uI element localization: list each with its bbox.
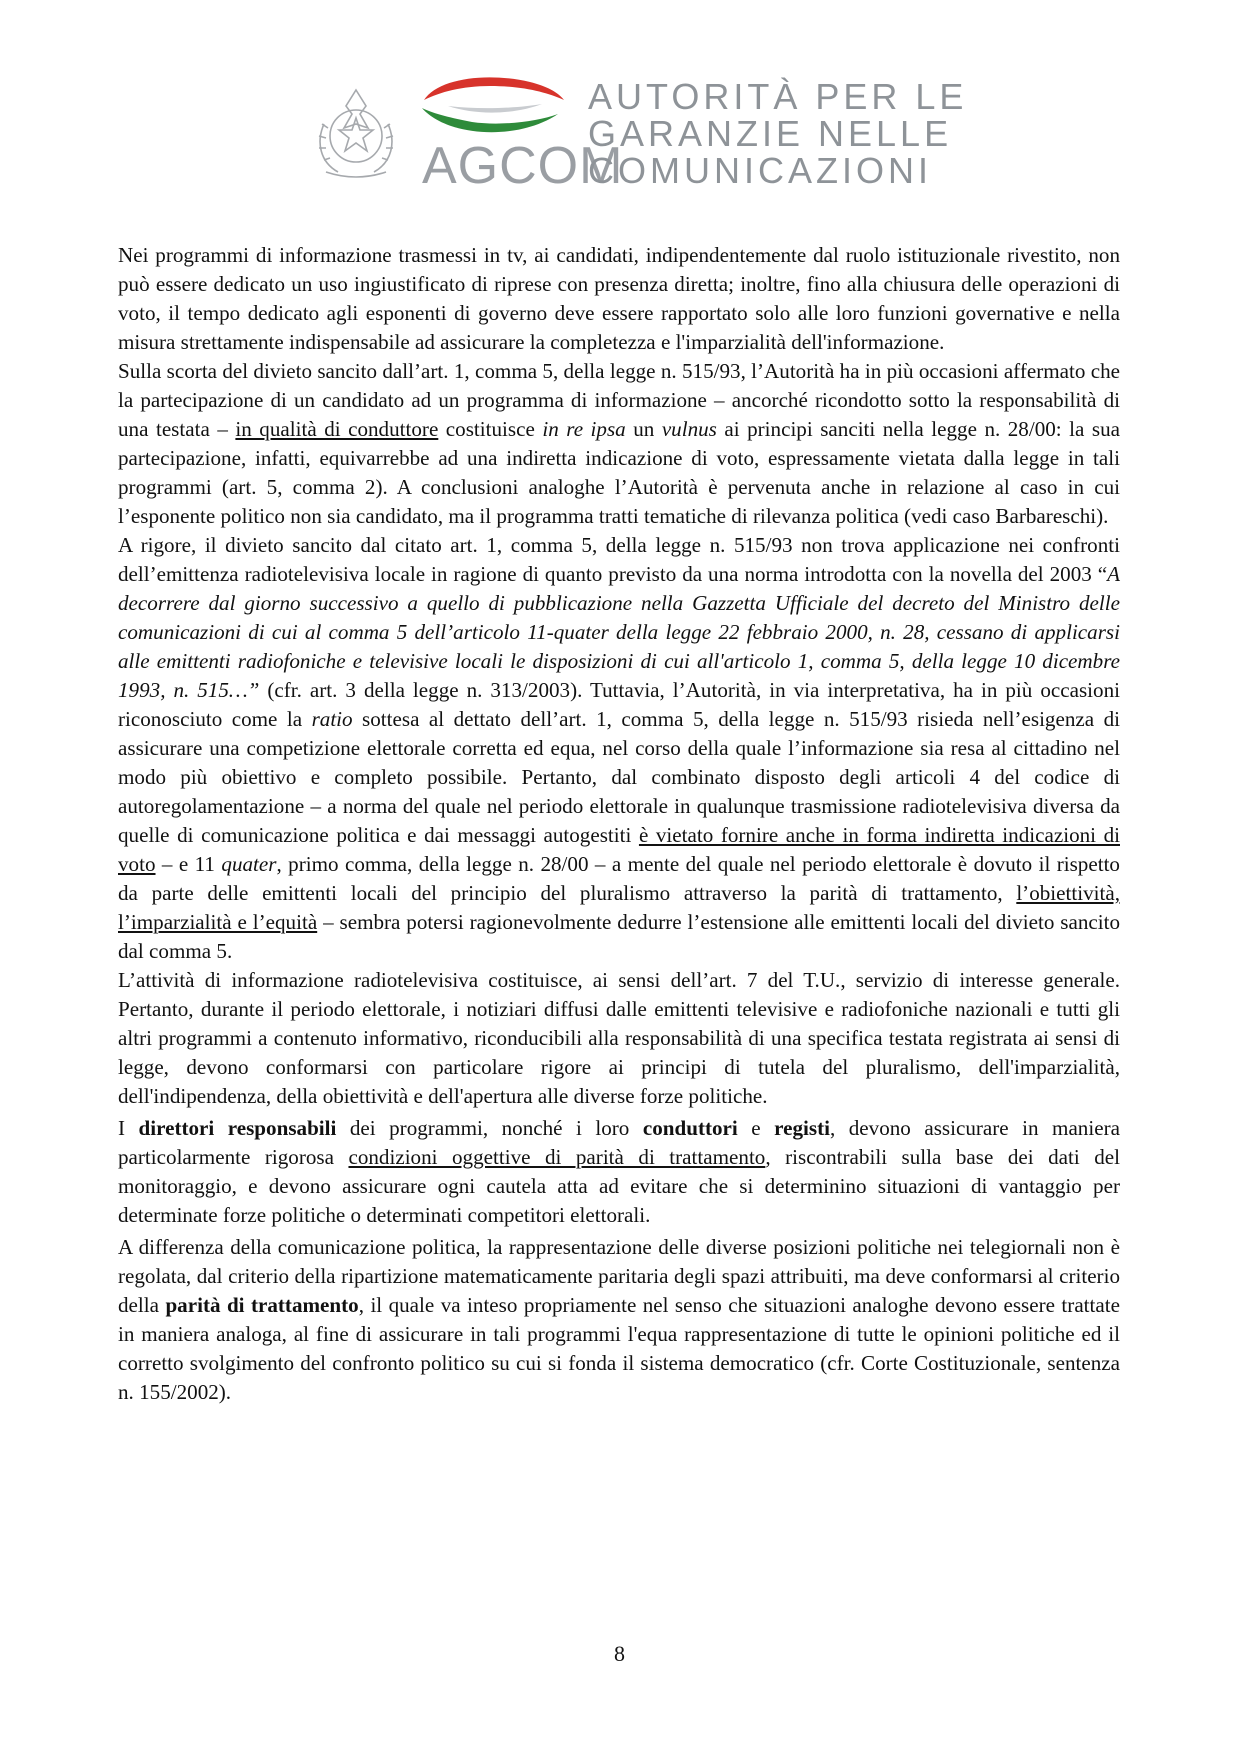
paragraph-text: dei programmi, nonché i loro [336,1116,643,1140]
italic-text: ratio [311,707,353,731]
paragraph-1 [118,241,1120,357]
paragraph-text: (cfr. art. 3 della legge n. 313/2003). Tuttavia, l’Autorità, in via interpretativa, ha in più occasioni riconosciuto come la [118,678,1120,731]
paragraph-text: , riscontrabili sulla base dei dati del monitoraggio, e devono assicurare ogni cautela atta ad evitare che si determinino situazioni di vantaggio per determinate forze politiche o determinati competitori elettorali. [118,1145,1120,1227]
paragraph-text: costituisce [438,417,543,441]
paragraph-6 [118,1233,1120,1407]
authority-name-line: GARANZIE NELLE [588,113,953,154]
paragraph-text: , il quale va inteso propriamente nel senso che situazioni analoghe devono essere trattate in maniera analoga, al fine di assicurare in tali programmi l'equa rappresentazione di tutte le opinioni politiche ed il corretto svolgimento del confronto politico su cui si fonda il sistema democratico (cfr. Corte Costituzionale, sentenza n. 155/2002). [118,1293,1120,1404]
underlined-text: condizioni oggettive di parità di trattamento [348,1145,766,1169]
underlined-text: l’obiettività, l’imparzialità e l’equità [118,881,1120,934]
paragraph-text: , devono assicurare in maniera particolarmente rigorosa [118,1116,1120,1169]
paragraph-text: L’attività di informazione radiotelevisiva costituisce, ai sensi dell’art. 7 del T.U., servizio di interesse generale. Pertanto, durante il periodo elettorale, i notiziari diffusi dalle emittenti televisive e radiofoniche nazionali e tutti gli altri programmi a contenuto informativo, riconducibili alla responsabilità di una specifica testata registrata ai sensi di legge, devono conformarsi con particolare rigore ai principi di tutela del pluralismo, dell'imparzialità, dell'indipendenza, della obiettività e dell'apertura alle diverse forze politiche. [118,968,1120,1108]
bold-text: direttori responsabili [138,1116,337,1140]
paragraph-text: – e 11 [155,852,222,876]
paragraph-text: A differenza della comunicazione politica, la rappresentazione delle diverse posizioni politiche nei telegiornali non è regolata, dal criterio della ripartizione matematicamente paritaria degli spazi attribuiti, ma deve conformarsi al criterio della [118,1235,1120,1317]
authority-name-line: COMUNICAZIONI [588,150,932,191]
paragraph-2 [118,357,1120,531]
header [310,70,968,195]
italic-text: in re ipsa [542,417,626,441]
paragraph-text: e [737,1116,775,1140]
paragraph-text: Nei programmi di informazione trasmessi in tv, ai candidati, indipendentemente dal ruolo istituzionale rivestito, non può essere dedicato un uso ingiustificato di riprese con presenza diretta; inoltre, fino alla chiusura delle operazioni di voto, il tempo dedicato agli esponenti di governo deve essere rapportato solo alle loro funzioni governative e nella misura strettamente indispensabile ad assicurare la completezza e l'imparzialità dell'informazione. [118,243,1120,354]
paragraph-text: Sulla scorta del divieto sancito dall’art. 1, comma 5, della legge n. 515/93, l’Autorità ha in più occasioni affermato che la partecipazione di un candidato ad un programma di informazione – ancorché ricondotto sotto la responsabilità di una testata – [118,359,1120,441]
paragraph-4 [118,966,1120,1111]
paragraph-text: I [118,1116,139,1140]
authority-name-line: AUTORITÀ PER LE [588,76,968,117]
authority-name [588,78,967,189]
bold-text: conduttori [642,1116,738,1140]
paragraph-text: ai principi sanciti nella legge n. 28/00: la sua partecipazione, infatti, equivarrebbe ad una indiretta indicazione di voto, espressamente vietata dalla legge in tali programmi (art. 5, comma 2). A conclusioni analoghe l’Autorità è pervenuta anche in relazione al caso in cui l’esponente politico non sia candidato, ma il programma tratti tematiche di rilevanza politica (vedi caso Barbareschi). [118,417,1121,528]
paragraph-5 [118,1114,1120,1230]
italic-text: vulnus [661,417,717,441]
paragraph-text: sottesa al dettato dell’art. 1, comma 5, della legge n. 515/93 risieda nell’esigenza di assicurare una competizione elettorale corretta ed equa, nel corso della quale l’informazione sia resa al cittadino nel modo più obiettivo e completo possibile. Pertanto, dal combinato disposto degli articoli 4 del codice di autoregolamentazione – a norma del quale nel periodo elettorale in qualunque trasmissione radiotelevisiva diversa da quelle di comunicazione politica e dai messaggi autogestiti [118,707,1120,847]
agcom-wordmark: AGCOM [422,137,624,195]
page-number: 8 [614,1641,625,1666]
italic-text: quater [221,852,277,876]
agcom-swoosh-logo-icon [418,70,568,140]
paragraph-3 [118,531,1120,966]
underlined-text: è vietato fornire anche in forma indiretta indicazioni di voto [118,823,1120,876]
bold-text: parità di trattamento [165,1293,359,1317]
paragraph-text: A rigore, il divieto sancito dal citato art. 1, comma 5, della legge n. 515/93 non trova applicazione nei confronti dell’emittenza radiotelevisiva locale in ragione di quanto previsto da una norma introdotta con la novella del 2003 “ [118,533,1120,586]
paragraph-text: un [625,417,662,441]
italian-republic-emblem-icon [310,84,402,180]
underlined-text: in qualità di conduttore [235,417,439,441]
bold-text: registi [774,1116,830,1140]
italic-quote: A decorrere dal giorno successivo a quello di pubblicazione nella Gazzetta Ufficiale del decreto del Ministro delle comunicazioni di cui al comma 5 dell’articolo 11-quater della legge 22 febbraio 2000, n. 28, cessano di applicarsi alle emittenti radiofoniche e televisive locali le disposizioni di cui all'articolo 1, comma 5, della legge 10 dicembre 1993, n. 515…” [118,562,1120,702]
paragraph-text: – sembra potersi ragionevolmente dedurre l’estensione alle emittenti locali del divieto sancito dal comma 5. [118,910,1120,963]
paragraph-text: , primo comma, della legge n. 28/00 – a mente del quale nel periodo elettorale è dovuto il rispetto da parte delle emittenti locali del principio del pluralismo attraverso la parità di trattamento, [118,852,1120,905]
document-body [118,241,1120,1407]
